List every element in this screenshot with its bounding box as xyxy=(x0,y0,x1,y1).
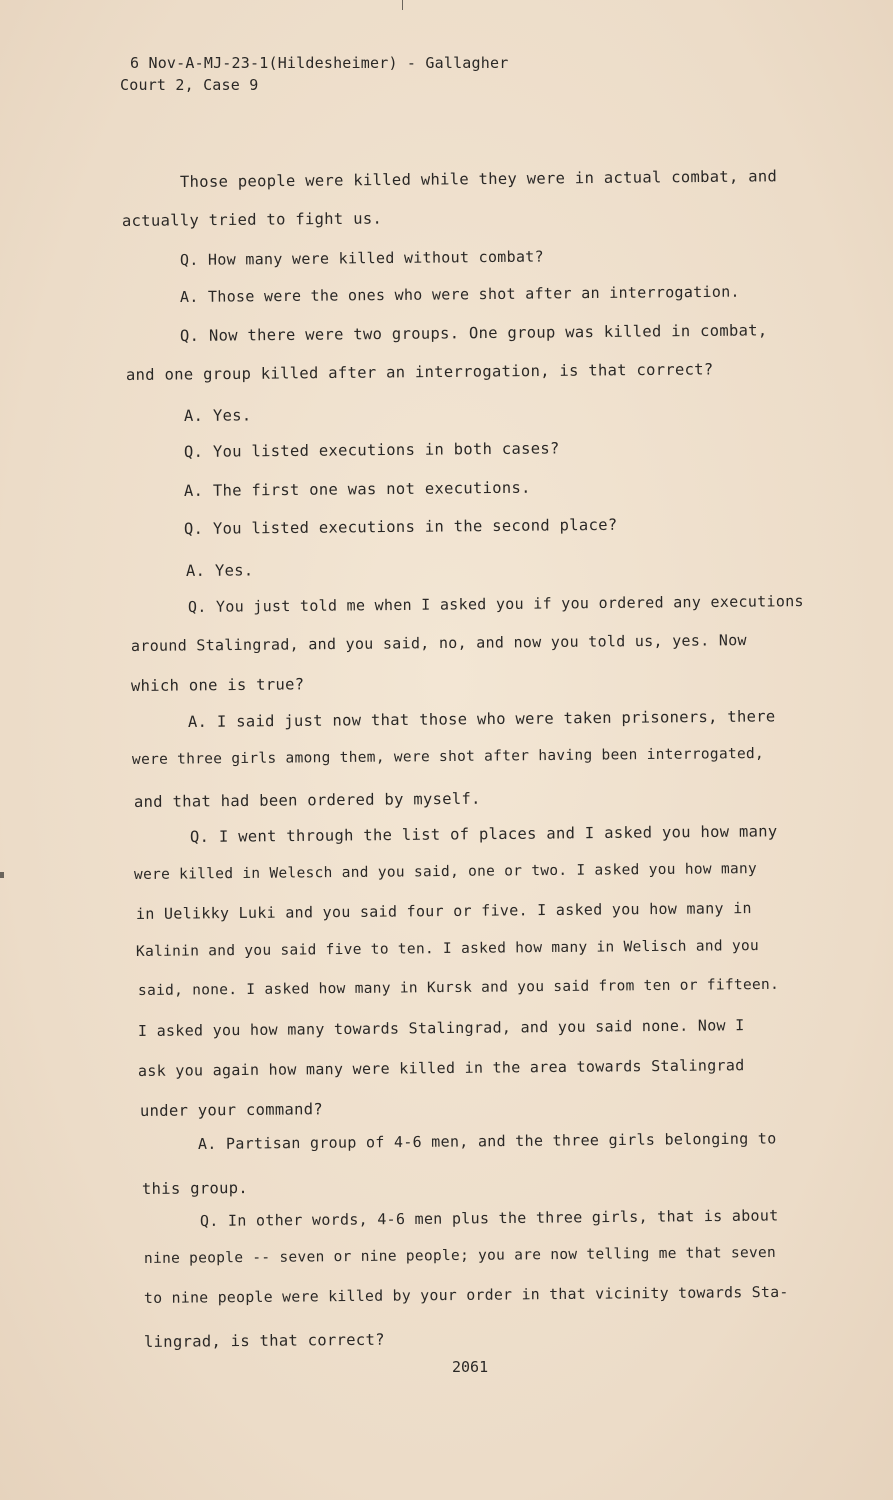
transcript-line: and one group killed after an interrogation, is that correct? xyxy=(125,360,714,384)
transcript-line: A. Those were the ones who were shot after an interrogation. xyxy=(179,282,740,306)
transcript-line: said, none. I asked how many in Kursk and you said from ten or fifteen. xyxy=(137,976,780,999)
transcript-line: and that had been ordered by myself. xyxy=(133,789,481,811)
transcript-line: Q. You listed executions in both cases? xyxy=(183,439,560,461)
case-reference: 6 Nov-A-MJ-23-1(Hildesheimer) - Gallagher xyxy=(130,54,509,72)
transcript-line: Kalinin and you said five to ten. I asked how many in Welisch and you xyxy=(135,938,760,960)
transcript-line: A. I said just now that those who were taken prisoners, there xyxy=(187,707,776,731)
transcript-line: I asked you how many towards Stalingrad, and you said none. Now I xyxy=(137,1016,745,1040)
transcript-line: which one is true? xyxy=(130,675,305,695)
transcript-line: ask you again how many were killed in the area towards Stalingrad xyxy=(137,1056,745,1080)
document-header xyxy=(120,52,508,96)
transcript-line: Q. I went through the list of places and I asked you how many xyxy=(189,822,778,846)
transcript-line: A. Yes. xyxy=(183,406,252,425)
page-number: 2061 xyxy=(452,1358,489,1376)
transcript-line: lingrad, is that correct? xyxy=(143,1330,385,1351)
transcript-line: Q. How many were killed without combat? xyxy=(179,247,544,269)
transcript-line: under your command? xyxy=(139,1100,324,1120)
margin-mark xyxy=(0,872,4,878)
transcript-line: Q. You just told me when I asked you if you ordered any executions xyxy=(187,592,804,616)
transcript-line: this group. xyxy=(141,1178,249,1198)
transcript-line: A. Yes. xyxy=(185,561,254,580)
transcript-line: around Stalingrad, and you said, no, and now you told us, yes. Now xyxy=(130,631,747,655)
transcript-line: Q. In other words, 4-6 men plus the three girls, that is about xyxy=(199,1206,779,1230)
transcript-line: A. The first one was not executions. xyxy=(183,478,531,500)
transcript-line: nine people -- seven or nine people; you are now telling me that seven xyxy=(143,1244,777,1267)
transcript-line: were killed in Welesch and you said, one or two. I asked you how many xyxy=(133,861,758,883)
transcript-line: Those people were killed while they were in actual combat, and xyxy=(179,167,778,191)
court-case: Court 2, Case 9 xyxy=(120,76,259,94)
transcript-line: actually tried to fight us. xyxy=(121,209,383,230)
transcript-line: Q. You listed executions in the second place? xyxy=(183,515,618,538)
transcript-line: were three girls among them, were shot after having been interrogated, xyxy=(131,745,765,768)
transcript-line: A. Partisan group of 4-6 men, and the three girls belonging to xyxy=(197,1129,777,1153)
transcript-line: to nine people were killed by your order in that vicinity towards Sta- xyxy=(143,1283,789,1307)
transcript-line: in Uelikky Luki and you said four or five. I asked you how many in xyxy=(135,899,752,923)
margin-mark xyxy=(402,0,403,10)
transcript-line: Q. Now there were two groups. One group was killed in combat, xyxy=(179,321,768,345)
